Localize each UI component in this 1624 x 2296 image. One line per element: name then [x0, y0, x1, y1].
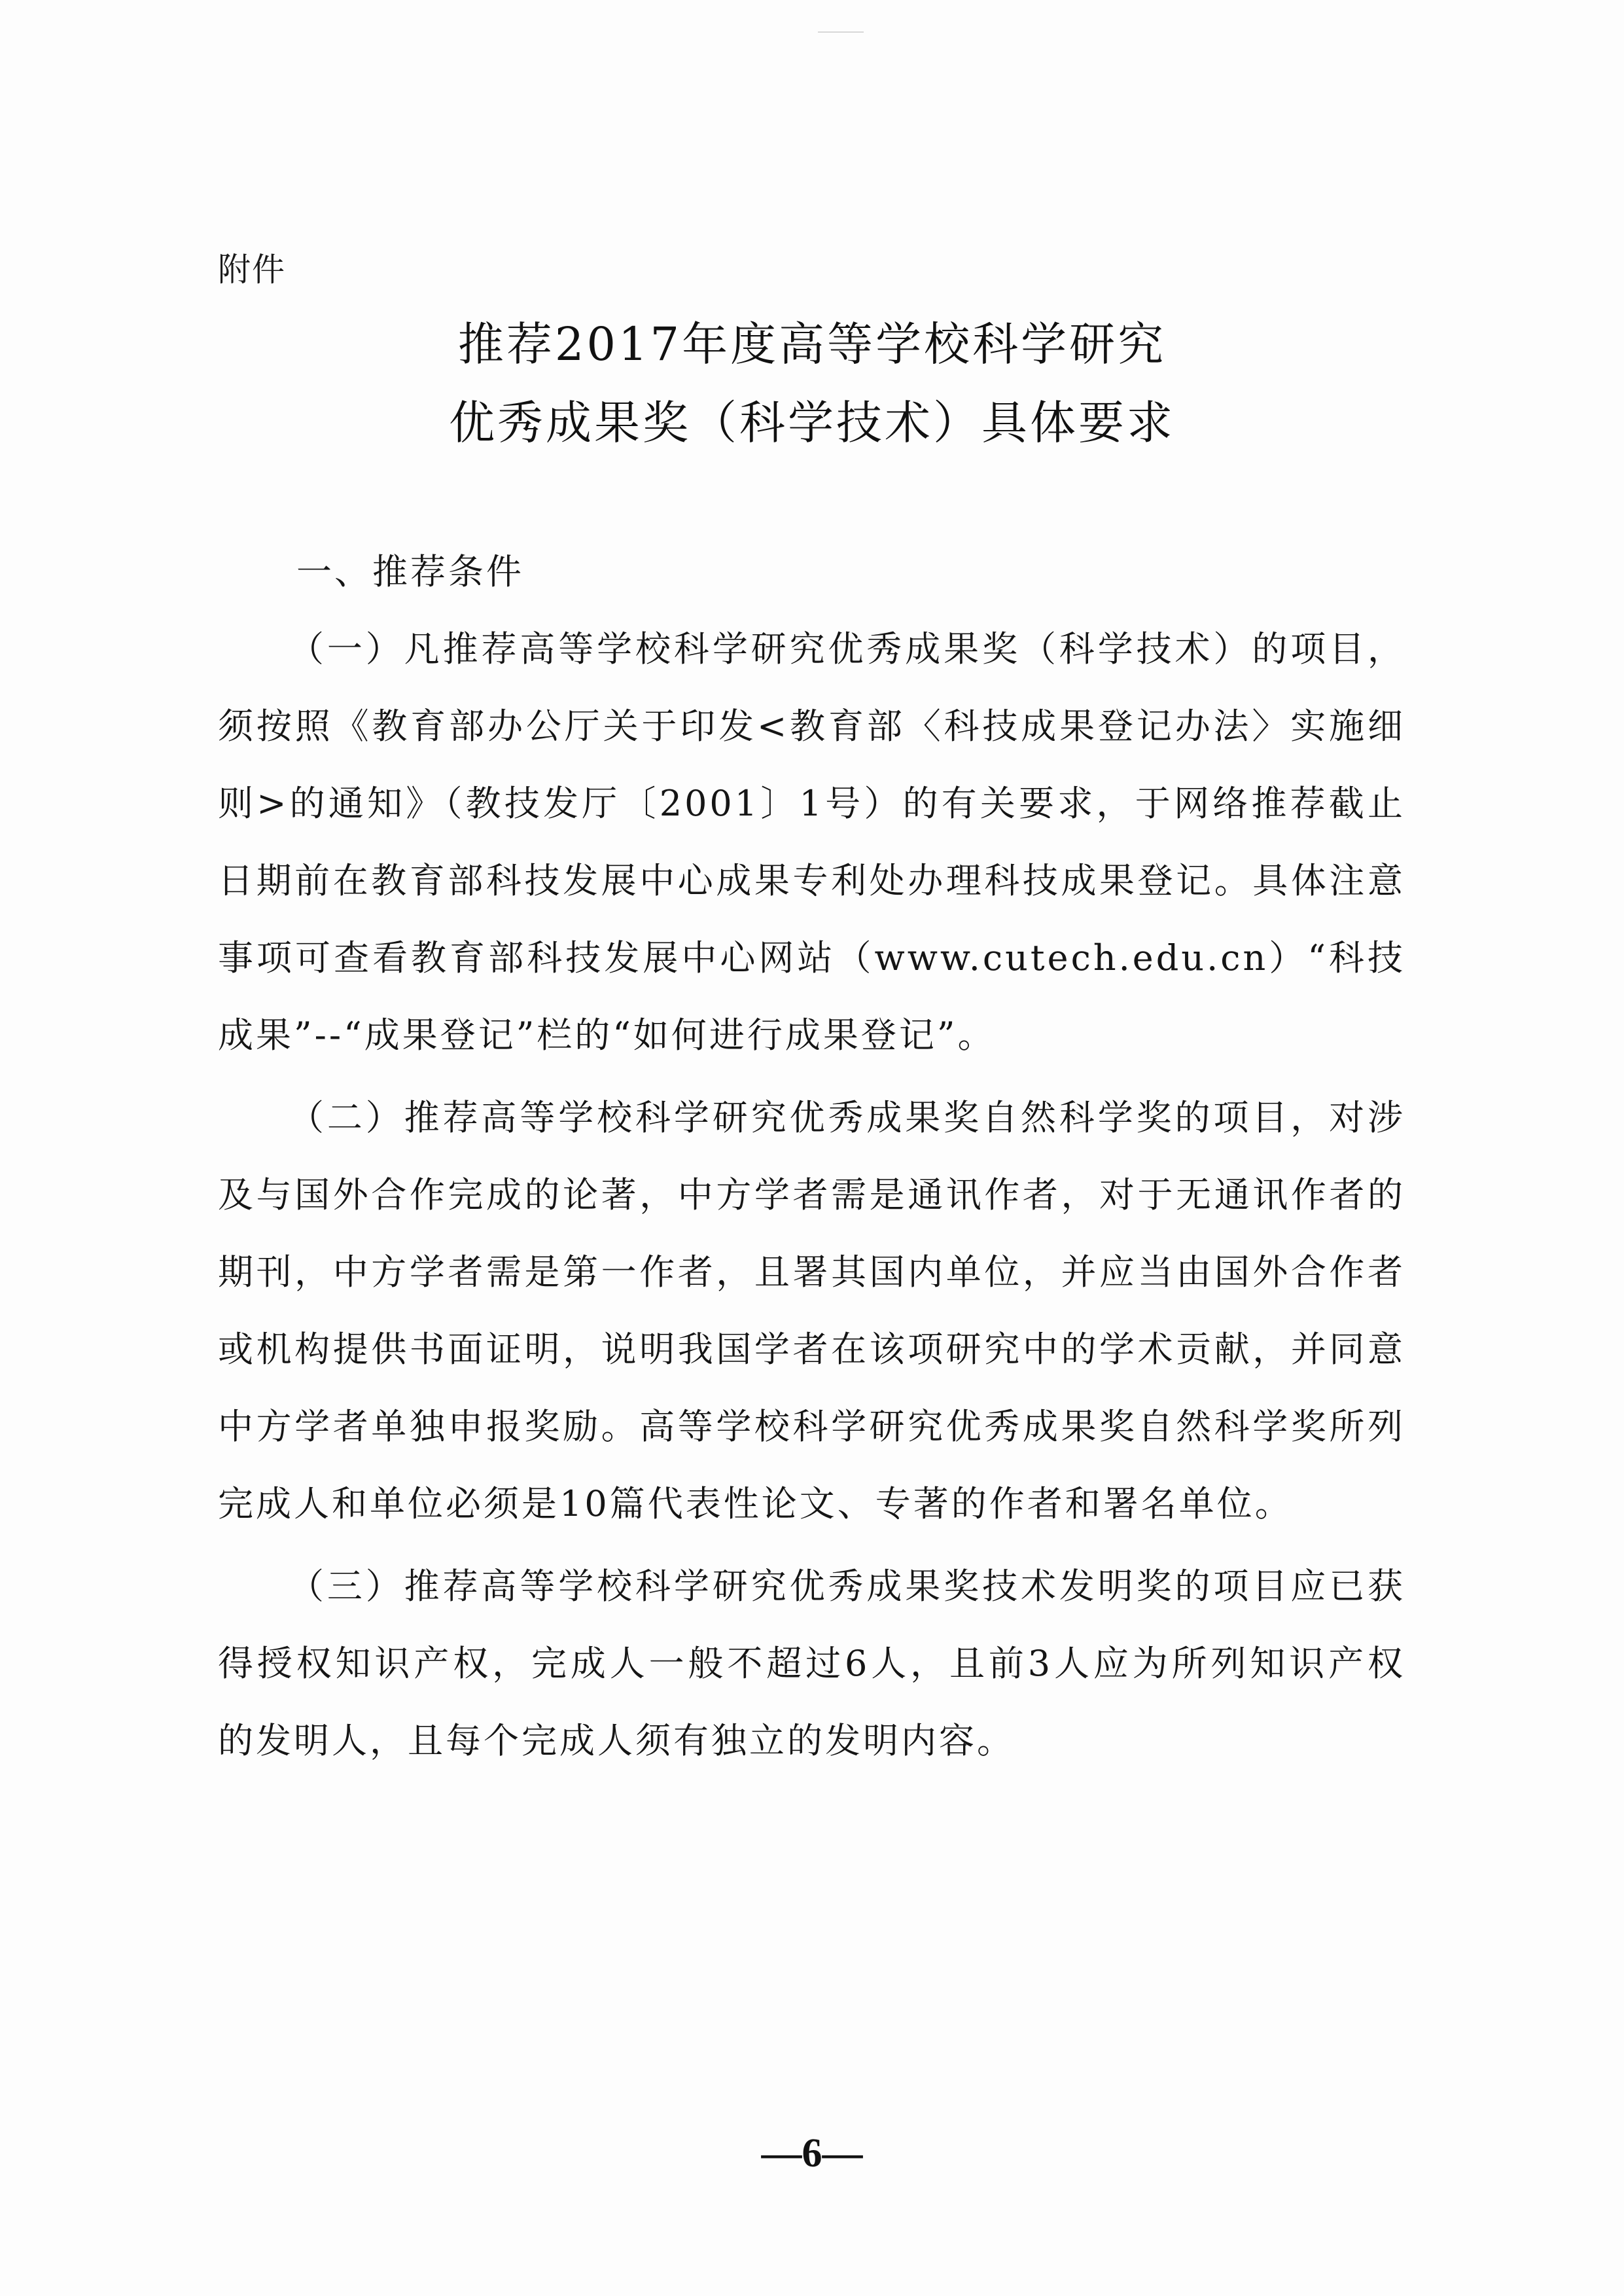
paragraph-1: （一）凡推荐高等学校科学研究优秀成果奖（科学技术）的项目，须按照《教育部办公厅关于印发<教育部〈科技成果登记办法〉实施细则>的通知》（教技发厅〔2001〕1号）的有关要求，于网络推荐截止日期前在教育部科技发展中心成果专利处办理科技成果登记。具体注意事项可查看教育部科技发展中心网站（www.cutech.edu.cn）“科技成果”--“成果登记”栏的“如何进行成果登记”。 — [218, 628, 1405, 1056]
paragraph-2: （二）推荐高等学校科学研究优秀成果奖自然科学奖的项目，对涉及与国外合作完成的论著，中方学者需是通讯作者，对于无通讯作者的期刊，中方学者需是第一作者，且署其国内单位，并应当由国外合作者或机构提供书面证明，说明我国学者在该项研究中的学术贡献，并同意中方学者单独申报奖励。高等学校科学研究优秀成果奖自然科学奖所列完成人和单位必须是10篇代表性论文、专著的作者和署名单位。 — [218, 1097, 1405, 1524]
attachment-label: 附件 — [218, 251, 286, 289]
document-body — [218, 533, 1405, 1780]
paragraph-3: （三）推荐高等学校科学研究优秀成果奖技术发明奖的项目应已获得授权知识产权，完成人一般不超过6人，且前3人应为所列知识产权的发明人，且每个完成人须有独立的发明内容。 — [218, 1566, 1405, 1761]
section-heading: 一、推荐条件 — [296, 551, 524, 592]
scan-artifact-line — [818, 31, 864, 33]
page-number: —6— — [761, 2131, 863, 2176]
document-title-line-2: 优秀成果奖（科学技术）具体要求 — [449, 396, 1175, 450]
document-title-line-1: 推荐2017年度高等学校科学研究 — [457, 317, 1167, 371]
